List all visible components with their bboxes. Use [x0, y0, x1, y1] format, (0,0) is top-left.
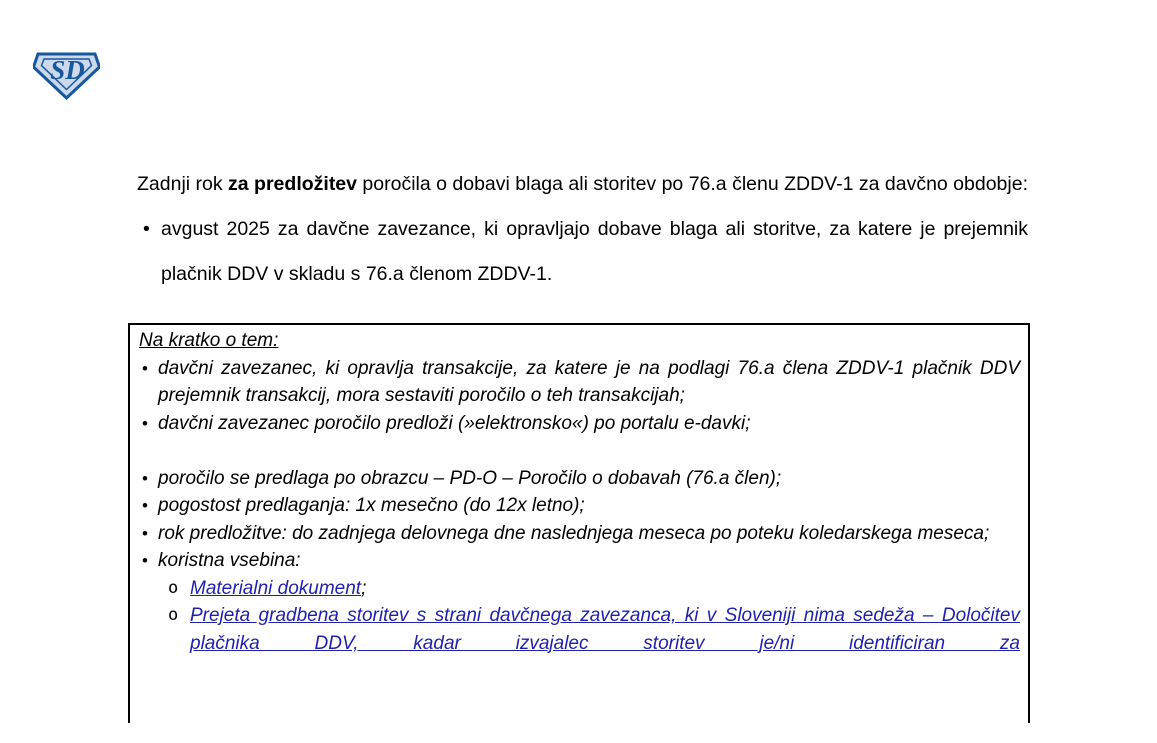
intro-text-1: Zadnji rok	[137, 173, 229, 195]
prejeta-gradbena-storitev-link[interactable]: Prejeta gradbena storitev s strani davčnega zavezanca, ki v Sloveniji nima sedeža – Določitev plačnika DDV, kadar izvajalec storitev je/ni identificiran za	[190, 605, 1020, 654]
summary-bullet-item	[139, 520, 1020, 548]
summary-bullet-text: poročilo se predlaga po obrazcu – PD-O – Poročilo o dobavah (76.a člen);	[158, 467, 782, 489]
summary-bullet-text: koristna vsebina:	[158, 550, 301, 571]
summary-bullet-item	[139, 465, 1020, 493]
logo-letters: SD	[50, 55, 85, 85]
bullet-disc-marker: •	[142, 358, 148, 378]
bullet-disc-marker: •	[142, 523, 148, 543]
summary-bullet-text: davčni zavezanec, ki opravlja transakcije, za katere je na podlagi 76.a člena ZDDV-1 plačnik DDV prejemnik transakcij, mora sestaviti poročilo o teh transakcijah;	[158, 357, 1020, 406]
bullet-disc-marker: •	[143, 218, 150, 240]
link-item-prejeta-gradbena-storitev	[139, 602, 1020, 657]
bullet-disc-marker: •	[142, 551, 148, 570]
summary-bullet-item	[139, 492, 1020, 520]
bullet-circle-marker: o	[168, 577, 179, 598]
link-item-materialni-dokument	[139, 575, 1020, 603]
deadline-bullet-text: avgust 2025 za davčne zavezance, ki opravljajo dobave blaga ali storitve, za katere je prejemnik plačnik DDV v skladu s 76.a členom ZDDV-1.	[161, 218, 1028, 285]
summary-bullet-item	[139, 355, 1020, 410]
summary-bullet-text: davčni zavezanec poročilo predloži (»elektronsko«) po portalu e-davki;	[158, 412, 751, 434]
intro-text-bold: za predložitev	[228, 173, 357, 195]
summary-box-title: Na kratko o tem:	[139, 330, 279, 351]
intro-text-2: poročila o dobavi blaga ali storitev po 76.a členu ZDDV-1 za davčno obdobje:	[357, 173, 1028, 195]
bullet-disc-marker: •	[142, 468, 148, 488]
bullet-circle-marker: o	[168, 605, 179, 625]
link-suffix: ;	[361, 577, 367, 599]
bullet-disc-marker: •	[142, 496, 148, 515]
materialni-dokument-link[interactable]: Materialni dokument	[190, 577, 362, 599]
intro-paragraph	[137, 162, 1028, 207]
company-logo	[33, 50, 100, 100]
summary-bullet-item	[139, 410, 1020, 438]
summary-bullet-item	[139, 547, 1020, 575]
deadline-bullet-item	[137, 207, 1028, 297]
sd-shield-icon	[33, 50, 100, 100]
blank-line	[139, 437, 1020, 465]
bullet-disc-marker: •	[142, 413, 148, 433]
summary-box	[128, 323, 1030, 723]
summary-bullet-text: rok predložitve: do zadnjega delovnega dne naslednjega meseca po poteku koledarskega meseca;	[158, 522, 990, 544]
document-content	[128, 162, 1030, 723]
summary-bullet-text: pogostost predlaganja: 1x mesečno (do 12x letno);	[158, 495, 585, 516]
